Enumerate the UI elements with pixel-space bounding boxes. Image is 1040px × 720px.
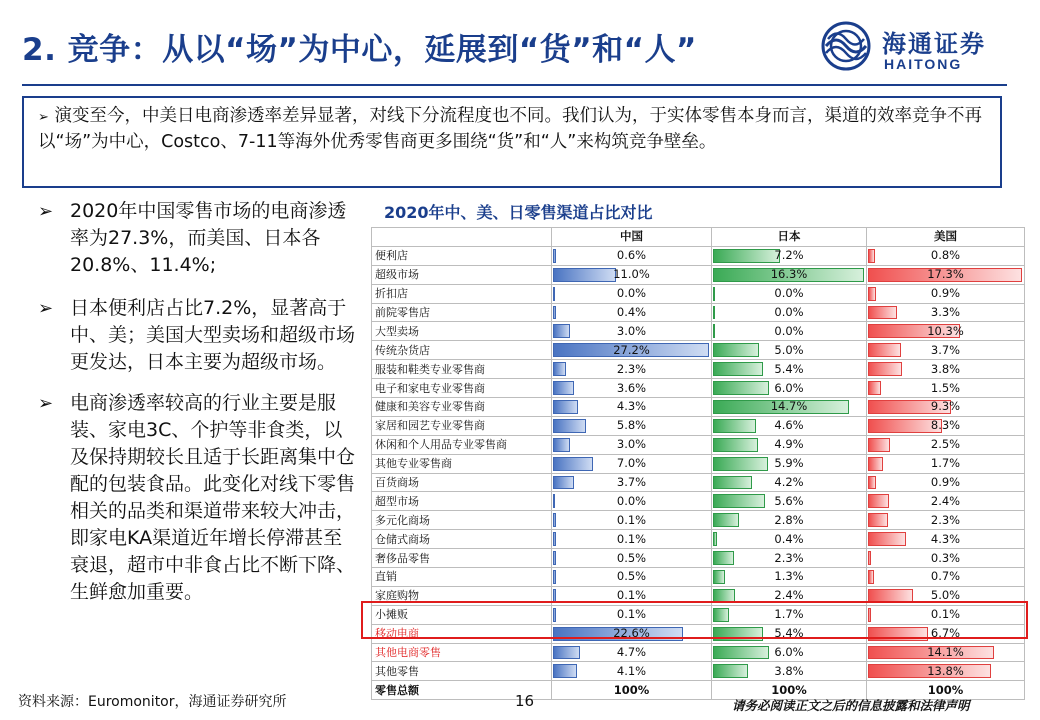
value-cell <box>552 662 712 681</box>
page-number: 16 <box>515 692 535 710</box>
row-label: 家居和园艺专业零售商 <box>372 416 552 435</box>
value-cell <box>712 265 867 284</box>
value-text: 8.3% <box>930 418 961 433</box>
value-cell <box>867 322 1025 341</box>
value-cell <box>867 473 1025 492</box>
value-bar <box>713 551 734 565</box>
row-label: 百货商场 <box>372 473 552 492</box>
value-cell <box>712 662 867 681</box>
value-cell <box>867 492 1025 511</box>
value-cell <box>712 454 867 473</box>
value-bar <box>553 494 555 508</box>
value-text: 3.7% <box>616 475 647 490</box>
logo-english-name: HAITONG <box>884 56 963 72</box>
bullet-item <box>38 390 356 606</box>
value-cell <box>867 643 1025 662</box>
value-text: 0.3% <box>930 550 961 565</box>
value-bar <box>553 532 556 546</box>
value-bar <box>553 324 570 338</box>
value-cell <box>552 398 712 417</box>
value-bar <box>713 646 769 660</box>
value-bar <box>868 362 902 376</box>
value-bar <box>713 381 769 395</box>
value-cell <box>712 379 867 398</box>
row-label: 奢侈品零售 <box>372 549 552 568</box>
value-bar <box>553 646 580 660</box>
value-cell <box>552 360 712 379</box>
value-text: 3.8% <box>930 361 961 376</box>
table-row <box>372 341 1025 360</box>
column-header: 日本 <box>712 228 867 247</box>
value-text: 9.3% <box>930 399 961 414</box>
value-bar <box>713 570 725 584</box>
value-text: 100% <box>927 682 964 697</box>
value-cell <box>552 549 712 568</box>
value-text: 14.1% <box>927 645 964 660</box>
value-bar <box>868 306 897 320</box>
table-row <box>372 322 1025 341</box>
row-label: 移动电商 <box>372 624 552 643</box>
value-text: 13.8% <box>927 663 964 678</box>
value-cell <box>552 492 712 511</box>
value-text: 0.1% <box>616 512 647 527</box>
table-row <box>372 454 1025 473</box>
value-bar <box>553 268 616 282</box>
table-row <box>372 416 1025 435</box>
value-text: 2.3% <box>616 361 647 376</box>
haitong-logo <box>820 20 1020 78</box>
value-cell <box>552 265 712 284</box>
value-cell <box>867 511 1025 530</box>
value-bar <box>713 249 780 263</box>
chart-title: 2020年中、美、日零售渠道占比对比 <box>384 203 653 222</box>
ecommerce-highlight-box <box>361 601 1028 639</box>
value-text: 22.6% <box>613 626 650 641</box>
value-cell <box>712 416 867 435</box>
value-text: 0.4% <box>774 531 804 546</box>
value-bar <box>868 476 876 490</box>
value-text: 0.0% <box>616 493 647 508</box>
value-bar <box>713 306 715 320</box>
value-bar <box>553 362 566 376</box>
row-label: 便利店 <box>372 246 552 265</box>
table-row <box>372 435 1025 454</box>
value-cell <box>867 530 1025 549</box>
row-label: 零售总额 <box>372 681 552 700</box>
value-cell <box>552 643 712 662</box>
row-label: 直销 <box>372 568 552 587</box>
value-cell <box>552 246 712 265</box>
value-text: 4.7% <box>616 645 647 660</box>
value-text: 1.5% <box>930 380 961 395</box>
value-bar <box>553 570 556 584</box>
table-row <box>372 643 1025 662</box>
value-cell <box>867 284 1025 303</box>
row-label: 健康和美容专业零售商 <box>372 398 552 417</box>
value-bar <box>553 287 555 301</box>
value-cell <box>552 303 712 322</box>
value-bar <box>713 362 763 376</box>
value-bar <box>553 306 556 320</box>
bullet-arrow-icon: ➢ <box>38 298 54 319</box>
value-bar <box>868 551 871 565</box>
value-text: 3.8% <box>774 663 804 678</box>
value-bar <box>553 476 574 490</box>
value-text: 4.2% <box>774 475 804 490</box>
row-label: 小摊贩 <box>372 605 552 624</box>
value-text: 0.0% <box>774 305 804 319</box>
value-cell <box>867 416 1025 435</box>
value-bar <box>553 249 556 263</box>
value-text: 0.9% <box>930 475 961 490</box>
value-text: 6.0% <box>774 645 804 660</box>
source-note: 资料来源：Euromonitor，海通证券研究所 <box>18 694 287 710</box>
row-label: 大型卖场 <box>372 322 552 341</box>
value-text: 4.6% <box>774 418 804 433</box>
value-text: 0.8% <box>930 248 961 263</box>
value-text: 0.5% <box>616 550 647 565</box>
value-text: 2.3% <box>930 512 961 527</box>
value-cell <box>712 473 867 492</box>
value-text: 5.9% <box>774 456 804 471</box>
value-bar <box>713 476 752 490</box>
value-text: 27.2% <box>613 342 650 357</box>
value-bar <box>868 513 888 527</box>
row-label: 仓储式商场 <box>372 530 552 549</box>
value-bar <box>713 287 715 301</box>
bullet-arrow-icon: ➢ <box>38 393 54 414</box>
value-text: 5.4% <box>774 626 804 641</box>
value-cell <box>867 341 1025 360</box>
table-row <box>372 379 1025 398</box>
value-bar <box>868 381 881 395</box>
value-text: 1.7% <box>930 456 961 471</box>
value-cell <box>712 435 867 454</box>
value-text: 2.5% <box>930 437 961 452</box>
value-bar <box>868 287 876 301</box>
bullet-list <box>38 198 356 620</box>
table-row <box>372 360 1025 379</box>
value-text: 7.2% <box>774 248 804 263</box>
value-text: 2.4% <box>774 588 804 603</box>
value-cell <box>712 246 867 265</box>
value-text: 4.3% <box>616 399 647 414</box>
value-cell <box>867 549 1025 568</box>
value-bar <box>553 438 570 452</box>
value-text: 5.0% <box>774 342 804 357</box>
value-text: 100% <box>613 682 650 697</box>
row-label: 休闲和个人用品专业零售商 <box>372 435 552 454</box>
value-bar <box>553 551 556 565</box>
value-bar <box>868 532 906 546</box>
value-cell <box>712 492 867 511</box>
value-cell <box>552 681 712 700</box>
bullet-item <box>38 295 356 376</box>
value-text: 3.3% <box>930 305 961 319</box>
value-bar <box>553 457 593 471</box>
row-label: 其他零售 <box>372 662 552 681</box>
page-title: 2. 竞争：从以“场”为中心，延展到“货”和“人” <box>22 32 697 68</box>
value-cell <box>712 284 867 303</box>
logo-chinese-name: 海通证券 <box>882 29 986 58</box>
table-row <box>372 303 1025 322</box>
value-cell <box>712 303 867 322</box>
column-header: 中国 <box>552 228 712 247</box>
value-bar <box>868 249 875 263</box>
row-label: 多元化商场 <box>372 511 552 530</box>
value-bar <box>553 664 577 678</box>
row-label: 传统杂货店 <box>372 341 552 360</box>
value-cell <box>712 511 867 530</box>
value-cell <box>867 360 1025 379</box>
value-text: 0.0% <box>774 286 804 301</box>
table-row <box>372 511 1025 530</box>
value-cell <box>712 549 867 568</box>
value-bar <box>713 438 758 452</box>
haitong-logo-icon <box>820 20 872 72</box>
summary-arrow-icon: ➢ <box>38 110 49 125</box>
value-text: 0.9% <box>930 286 961 301</box>
value-text: 0.6% <box>616 248 647 263</box>
value-bar <box>713 457 768 471</box>
row-label: 超级市场 <box>372 265 552 284</box>
value-cell <box>552 511 712 530</box>
value-text: 17.3% <box>927 267 964 282</box>
row-label: 家庭购物 <box>372 586 552 605</box>
value-cell <box>552 435 712 454</box>
table-row <box>372 530 1025 549</box>
value-cell <box>552 322 712 341</box>
table-row <box>372 568 1025 587</box>
table-row <box>372 284 1025 303</box>
value-text: 6.7% <box>930 626 961 641</box>
table-row <box>372 398 1025 417</box>
bullet-arrow-icon: ➢ <box>38 201 54 222</box>
value-cell <box>867 246 1025 265</box>
table-row <box>372 265 1025 284</box>
value-text: 2.8% <box>774 512 804 527</box>
value-text: 1.3% <box>774 569 804 584</box>
value-text: 5.0% <box>930 588 961 603</box>
row-label: 其他电商零售 <box>372 643 552 662</box>
table-row <box>372 549 1025 568</box>
value-bar <box>713 513 739 527</box>
value-text: 5.4% <box>774 361 804 376</box>
value-cell <box>552 379 712 398</box>
value-cell <box>712 568 867 587</box>
value-cell <box>552 454 712 473</box>
bullet-item <box>38 198 356 279</box>
value-cell <box>552 341 712 360</box>
value-text: 0.1% <box>930 607 961 622</box>
value-text: 7.0% <box>616 456 647 471</box>
value-text: 3.7% <box>930 342 961 357</box>
value-text: 3.0% <box>616 323 647 338</box>
value-text: 4.1% <box>616 663 647 678</box>
value-text: 5.6% <box>774 493 804 508</box>
value-text: 0.4% <box>616 305 647 319</box>
table-row <box>372 473 1025 492</box>
disclaimer: 请务必阅读正文之后的信息披露和法律声明 <box>732 698 970 713</box>
value-cell <box>712 360 867 379</box>
value-bar <box>713 664 748 678</box>
value-text: 4.9% <box>774 437 804 452</box>
bullet-text: 电商渗透率较高的行业主要是服装、家电3C、个护等非食类，以及保持期较长且适于长距离集中仓配的包装食品。此变化对线下零售相关的品类和渠道带来较大冲击，即家电KA渠道近年增长停滞甚至衰退，超市中非食占比不断下降、生鲜愈加重要。 <box>70 392 356 603</box>
value-bar <box>868 457 883 471</box>
value-bar <box>713 419 756 433</box>
value-text: 0.1% <box>616 531 647 546</box>
value-cell <box>712 322 867 341</box>
value-bar <box>868 343 901 357</box>
value-text: 0.1% <box>616 607 647 622</box>
value-cell <box>867 568 1025 587</box>
row-label: 前院零售店 <box>372 303 552 322</box>
value-bar <box>553 513 556 527</box>
table-header-row <box>372 228 1025 247</box>
summary-box <box>22 96 1002 188</box>
row-label: 其他专业零售商 <box>372 454 552 473</box>
value-text: 10.3% <box>927 323 964 338</box>
value-text: 2.4% <box>930 493 961 508</box>
column-header: 美国 <box>867 228 1025 247</box>
row-label: 超型市场 <box>372 492 552 511</box>
value-text: 14.7% <box>770 399 808 414</box>
value-cell <box>552 473 712 492</box>
value-bar <box>713 532 717 546</box>
value-cell <box>712 398 867 417</box>
value-cell <box>712 530 867 549</box>
row-label: 折扣店 <box>372 284 552 303</box>
bullet-text: 日本便利店占比7.2%，显著高于中、美；美国大型卖场和超级市场更发达，日本主要为超级市场。 <box>70 297 356 373</box>
value-cell <box>552 284 712 303</box>
row-label: 服装和鞋类专业零售商 <box>372 360 552 379</box>
value-text: 11.0% <box>613 267 650 282</box>
table-row <box>372 662 1025 681</box>
header-rule <box>22 84 1007 86</box>
value-text: 0.0% <box>616 286 647 301</box>
value-bar <box>713 494 765 508</box>
value-text: 6.0% <box>774 380 804 395</box>
value-text: 0.1% <box>616 588 647 603</box>
table-row <box>372 492 1025 511</box>
summary-text: 演变至今，中美日电商渗透率差异显著，对线下分流程度也不同。我们认为，于实体零售本身而言，渠道的效率竞争不再以“场”为中心，Costco、7-11等海外优秀零售商更多围绕“货”和“人”来构筑竞争壁垒。 <box>38 106 982 152</box>
value-cell <box>712 341 867 360</box>
value-cell <box>867 265 1025 284</box>
value-bar <box>553 419 586 433</box>
bullet-text: 2020年中国零售市场的电商渗透率为27.3%，而美国、日本各20.8%、11.4%; <box>70 200 347 276</box>
value-bar <box>868 494 889 508</box>
value-bar <box>713 324 715 338</box>
value-cell <box>867 435 1025 454</box>
value-cell <box>867 379 1025 398</box>
value-text: 3.6% <box>616 380 647 395</box>
value-text: 0.7% <box>930 569 961 584</box>
value-text: 5.8% <box>616 418 647 433</box>
value-bar <box>553 381 574 395</box>
value-cell <box>552 568 712 587</box>
value-bar <box>553 400 578 414</box>
value-text: 0.5% <box>616 569 647 584</box>
value-cell <box>552 416 712 435</box>
value-text: 100% <box>771 682 807 697</box>
value-cell <box>712 643 867 662</box>
value-text: 0.0% <box>774 323 804 338</box>
value-text: 2.3% <box>774 550 804 565</box>
value-bar <box>868 438 890 452</box>
value-cell <box>867 398 1025 417</box>
column-header <box>372 228 552 247</box>
value-text: 1.7% <box>774 607 804 622</box>
value-text: 4.3% <box>930 531 961 546</box>
value-bar <box>713 343 759 357</box>
value-cell <box>867 454 1025 473</box>
value-cell <box>867 662 1025 681</box>
table-row <box>372 246 1025 265</box>
value-bar <box>868 570 874 584</box>
value-cell <box>867 303 1025 322</box>
row-label: 电子和家电专业零售商 <box>372 379 552 398</box>
value-text: 3.0% <box>616 437 647 452</box>
value-text: 16.3% <box>770 267 808 282</box>
value-cell <box>552 530 712 549</box>
